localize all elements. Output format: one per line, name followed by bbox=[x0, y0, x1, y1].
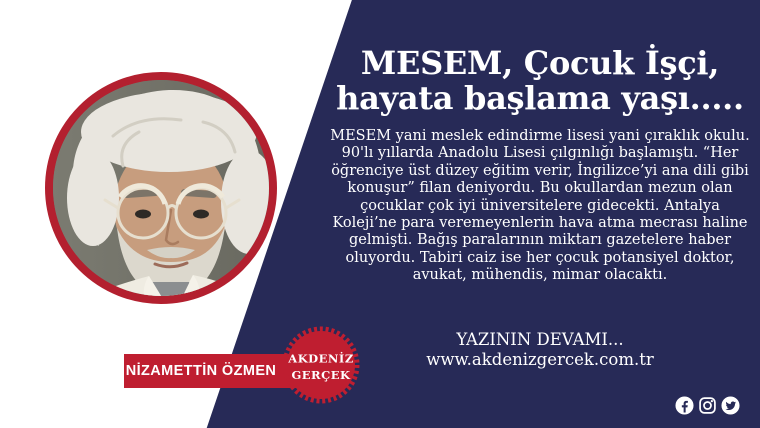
badge-text-bottom: GERÇEK bbox=[291, 368, 351, 382]
twitter-icon[interactable] bbox=[721, 396, 740, 415]
author-photo-illustration bbox=[53, 80, 277, 304]
article-body: MESEM yani meslek edindirme lisesi yani çıraklık okulu. 90'lı yıllarda Anadolu Lisesi çılgınlığı başlamıştı. “Her öğrenciye üst düzey eğitim verir, İngilizce’yi ana dili gibi konuşur” filan deniyordu. Bu okullardan mezun olan çocuklar çok iyi üniversitelere gidecekti. Antalya Koleji’ne para veremeyenlerin hava atma mecrası haline gelmişti. Bağış paralarının miktarı gazetelere haber oluyordu. Tabiri caiz ise her çocuk potansiyel doktor, avukat, mühendis, mimar olacaktı. bbox=[330, 128, 750, 284]
article-title bbox=[330, 46, 750, 116]
continuation-label: YAZININ DEVAMI... bbox=[456, 330, 624, 349]
social-icons bbox=[675, 396, 740, 415]
facebook-icon[interactable] bbox=[675, 396, 694, 415]
article-footer bbox=[330, 330, 750, 370]
author-photo bbox=[45, 72, 277, 304]
badge-text-top: AKDENİZ bbox=[288, 351, 354, 366]
website-link[interactable]: www.akdenizgercek.com.tr bbox=[426, 350, 654, 369]
brand-badge bbox=[281, 325, 361, 405]
instagram-icon[interactable] bbox=[698, 396, 717, 415]
seal-icon bbox=[281, 325, 361, 405]
author-name: NİZAMETTİN ÖZMEN bbox=[125, 363, 277, 379]
article-title-line2: hayata başlama yaşı..... bbox=[336, 79, 744, 117]
article-title-line1: MESEM, Çocuk İşçi, bbox=[360, 44, 720, 82]
